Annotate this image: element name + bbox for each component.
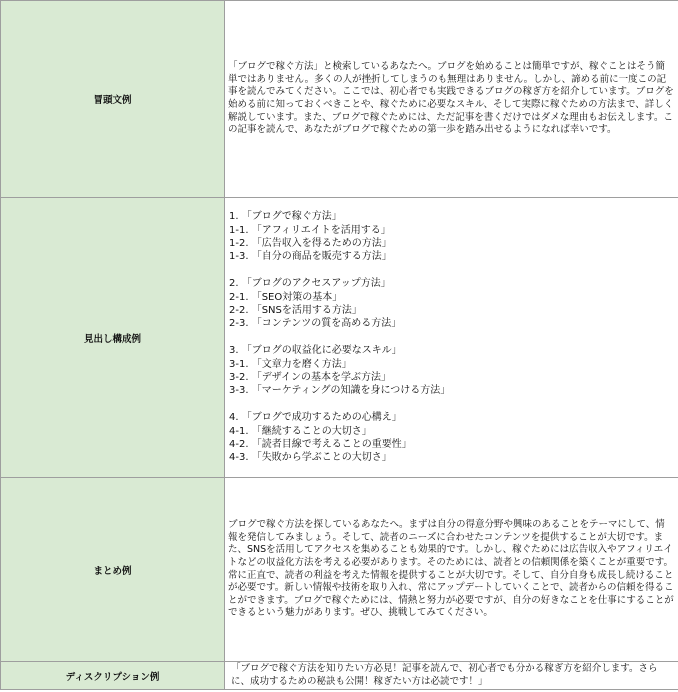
- heading-item: 2-2. 「SNSを活用する方法」: [229, 304, 362, 316]
- heading-item: 4. 「ブログで成功するための心構え」: [229, 412, 402, 424]
- heading-item: 2-3. 「コンテンツの質を高める方法」: [229, 318, 402, 330]
- table-row: [1, 198, 678, 478]
- heading-item: 3. 「ブログの収益化に必要なスキル」: [229, 345, 402, 357]
- row-label-headings[interactable]: 見出し構成例: [1, 198, 225, 478]
- heading-group: [229, 277, 674, 331]
- heading-group: [229, 411, 674, 465]
- heading-item: 3-2. 「デザインの基本を学ぶ方法」: [229, 372, 391, 383]
- description-text: 「ブログで稼ぐ方法を知りたい方必見！記事を読んで、初心者でも分かる稼ぎ方を紹介します。さらに、成功するための秘訣も公開！稼ぎたい方は必読です！」: [231, 662, 658, 687]
- headings-list: [225, 210, 678, 465]
- heading-item: 1-1. 「アフィリエイトを活用する」: [229, 224, 391, 236]
- heading-item: 3-1. 「文章力を磨く方法」: [229, 358, 352, 370]
- table-row: [1, 662, 678, 690]
- summary-cell[interactable]: [225, 478, 678, 662]
- group-spacer: [229, 264, 674, 277]
- row-label-description[interactable]: ディスクリプション例: [1, 662, 225, 690]
- heading-item: 4-1. 「継続することの大切さ」: [229, 425, 372, 437]
- heading-item: 1-2. 「広告収入を得るための方法」: [229, 237, 392, 249]
- group-spacer: [229, 331, 674, 344]
- summary-text: ブログで稼ぐ方法を探しているあなたへ。まずは自分の得意分野や興味のあることをテーマにして、情報を発信してみましょう。そして、読者のニーズに合わせたコンテンツを提供することが大切です。また、SNSを活用してアクセスを集めることも効果的です。しかし、稼ぐためには広告収入やアフィリエイトなどの収益化方法を考える必要があります。そのためには、読者との信頼関係を築くことが重要です。常に正直で、読者の利益を考えた情報を提供することが大切です。そして、自分自身も成長し続けることが必要です。新しい情報や技術を取り入れ、常にアップデートしていくことで、読者からの信頼を得ることができます。ブログで稼ぐためには、情熱と努力が必要ですが、自分の好きなことを仕事にすることができるという魅力があります。ぜひ、挑戦してみてください。: [228, 519, 674, 619]
- heading-item: 1. 「ブログで稼ぐ方法」: [229, 211, 342, 223]
- heading-item: 2. 「ブログのアクセスアップ方法」: [229, 278, 391, 290]
- heading-item: 4-3. 「失敗から学ぶことの大切さ」: [229, 452, 392, 464]
- headings-cell[interactable]: [225, 198, 678, 478]
- heading-item: 3-3. 「マーケティングの知識を身につける方法」: [229, 385, 451, 397]
- intro-text: 「ブログで稼ぐ方法」と検索しているあなたへ。ブログを始めることは簡単ですが、稼ぐことはそう簡単ではありません。多くの人が挫折してしまうのも無理はありません。しかし、諦める前に一度この記事を読んでみてください。ここでは、初心者でも実践できるブログの稼ぎ方を紹介しています。ブログを始める前に知っておくべきことや、稼ぐために必要なスキル、そして実際に稼ぐための方法まで、詳しく解説しています。また、ブログで稼ぐためには、ただ記事を書くだけではダメな理由もお伝えします。この記事を読んで、あなたがブログで稼ぐための第一歩を踏み出せるようになれば幸いです。: [228, 61, 674, 136]
- heading-item: 1-3. 「自分の商品を販売する方法」: [229, 251, 392, 263]
- description-cell[interactable]: [225, 662, 678, 690]
- row-label-intro[interactable]: 冒頭文例: [1, 1, 225, 198]
- group-spacer: [229, 398, 674, 411]
- intro-cell[interactable]: [225, 1, 678, 198]
- heading-item: 2-1. 「SEO対策の基本」: [229, 291, 343, 303]
- table-row: [1, 1, 678, 198]
- heading-group: [229, 344, 674, 398]
- table-row: [1, 478, 678, 662]
- row-label-summary[interactable]: まとめ例: [1, 478, 225, 662]
- heading-group: [229, 210, 674, 264]
- heading-item: 4-2. 「読者目線で考えることの重要性」: [229, 439, 412, 451]
